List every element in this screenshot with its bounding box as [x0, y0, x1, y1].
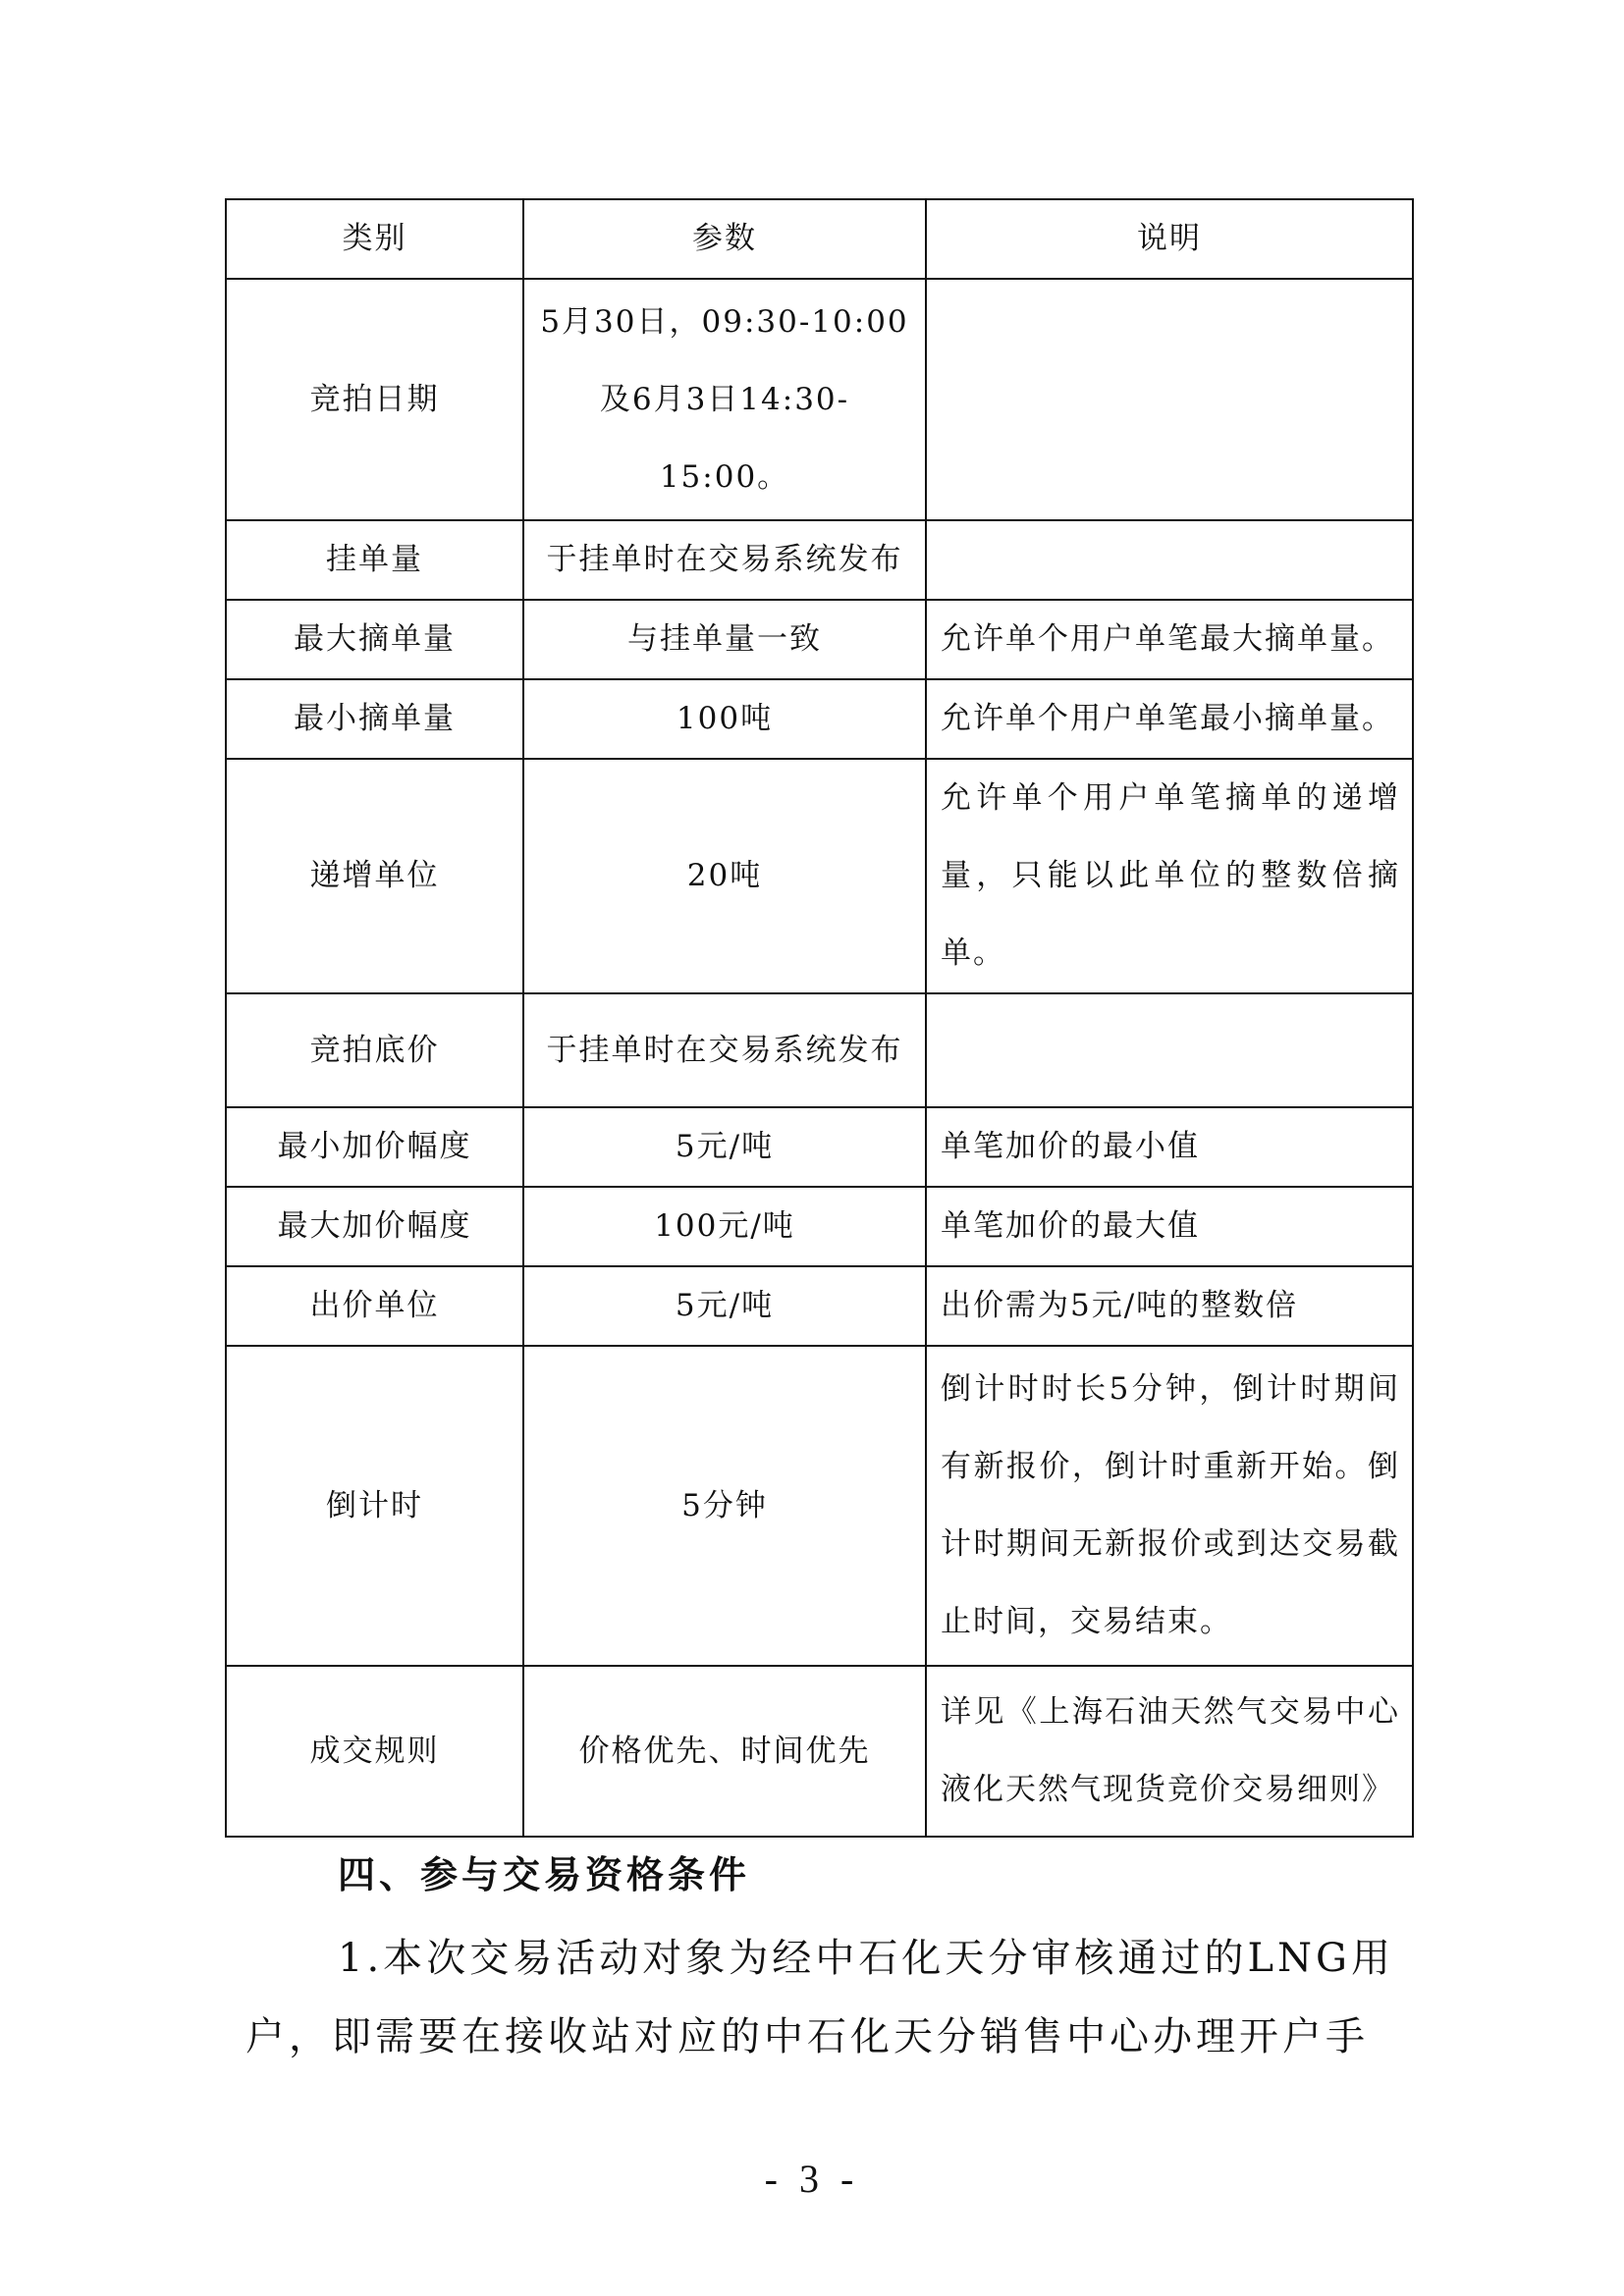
- table-row: [226, 279, 1413, 520]
- row-description: [926, 279, 1413, 520]
- row-description: 单笔加价的最小值: [926, 1107, 1413, 1187]
- table-row: [226, 520, 1413, 600]
- row-category: 出价单位: [226, 1266, 523, 1346]
- table-row: [226, 1666, 1413, 1837]
- row-parameter: 5分钟: [523, 1346, 926, 1666]
- row-parameter: 100吨: [523, 679, 926, 759]
- row-category: 最大摘单量: [226, 600, 523, 679]
- body-paragraph: 1.本次交易活动对象为经中石化天分审核通过的LNG用户，即需要在接收站对应的中石化天分销售中心办理开户手: [245, 1936, 1394, 2059]
- row-parameter: 5月30日，09:30-10:00及6月3日14:30-15:00。: [523, 279, 926, 520]
- row-parameter: 20吨: [523, 759, 926, 993]
- row-description: 详见《上海石油天然气交易中心液化天然气现货竞价交易细则》: [926, 1666, 1413, 1837]
- row-parameter: 5元/吨: [523, 1107, 926, 1187]
- row-description: 允许单个用户单笔摘单的递增量，只能以此单位的整数倍摘单。: [926, 759, 1413, 993]
- row-category: 挂单量: [226, 520, 523, 600]
- table-row: [226, 1187, 1413, 1266]
- row-parameter: 与挂单量一致: [523, 600, 926, 679]
- page-number: - 3 -: [764, 2157, 860, 2201]
- row-description: 允许单个用户单笔最小摘单量。: [926, 679, 1413, 759]
- table-row: [226, 1107, 1413, 1187]
- row-category: 最小加价幅度: [226, 1107, 523, 1187]
- row-category: 倒计时: [226, 1346, 523, 1666]
- row-parameter: 于挂单时在交易系统发布: [523, 520, 926, 600]
- table-row: [226, 600, 1413, 679]
- row-category: 竞拍底价: [226, 993, 523, 1107]
- table-row: [226, 993, 1413, 1107]
- row-parameter: 价格优先、时间优先: [523, 1666, 926, 1837]
- table-row: [226, 1346, 1413, 1666]
- row-description: [926, 520, 1413, 600]
- row-description: 倒计时时长5分钟，倒计时期间有新报价，倒计时重新开始。倒计时期间无新报价或到达交易截止时间，交易结束。: [926, 1346, 1413, 1666]
- row-category: 递增单位: [226, 759, 523, 993]
- row-description: 出价需为5元/吨的整数倍: [926, 1266, 1413, 1346]
- row-description: 单笔加价的最大值: [926, 1187, 1413, 1266]
- row-description: [926, 993, 1413, 1107]
- table-header-row: [226, 199, 1413, 279]
- row-parameter: 于挂单时在交易系统发布: [523, 993, 926, 1107]
- table-row: [226, 759, 1413, 993]
- row-category: 成交规则: [226, 1666, 523, 1837]
- header-category: 类别: [226, 199, 523, 279]
- row-parameter: 100元/吨: [523, 1187, 926, 1266]
- row-category: 最小摘单量: [226, 679, 523, 759]
- auction-parameters-table: [225, 198, 1414, 1838]
- table-row: [226, 1266, 1413, 1346]
- row-category: 最大加价幅度: [226, 1187, 523, 1266]
- header-description: 说明: [926, 199, 1413, 279]
- row-description: 允许单个用户单笔最大摘单量。: [926, 600, 1413, 679]
- row-category: 竞拍日期: [226, 279, 523, 520]
- row-parameter: 5元/吨: [523, 1266, 926, 1346]
- table-row: [226, 679, 1413, 759]
- section-heading: 四、参与交易资格条件: [338, 1853, 751, 1896]
- header-parameter: 参数: [523, 199, 926, 279]
